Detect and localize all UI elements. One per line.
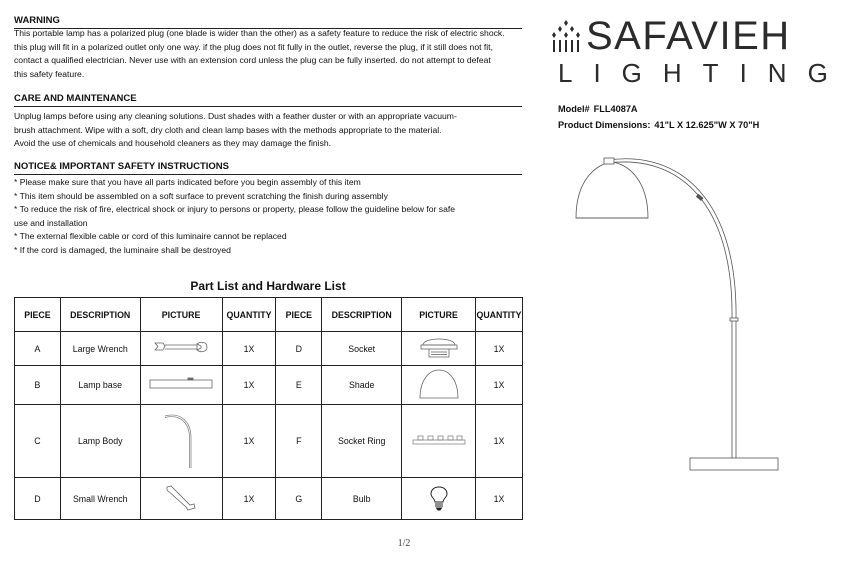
notice-title: NOTICE& IMPORTANT SAFETY INSTRUCTIONS xyxy=(14,161,229,172)
logo-brand-text: SAFAVIEH xyxy=(586,14,791,58)
column-header: DESCRIPTION xyxy=(60,298,140,332)
column-header: QUANTITY xyxy=(222,298,276,332)
quantity-cell: 1X xyxy=(475,366,522,405)
safavieh-logo xyxy=(548,12,849,88)
description-cell: Lamp base xyxy=(60,366,140,405)
model-info xyxy=(558,101,763,133)
quantity-cell: 1X xyxy=(222,366,276,405)
notice-line: * The external flexible cable or cord of this luminaire cannot be replaced xyxy=(14,231,287,241)
picture-cell xyxy=(140,405,222,478)
piece-cell: C xyxy=(15,405,61,478)
notice-line: * Please make sure that you have all parts indicated before you begin assembly of this item xyxy=(14,177,361,187)
table-row xyxy=(15,332,523,366)
page-number: 1/2 xyxy=(397,538,411,549)
lamp-body-icon xyxy=(161,410,201,470)
dimensions-label: Product Dimensions: xyxy=(558,120,651,130)
care-line: Avoid the use of chemicals and household cleaners as they may damage the finish. xyxy=(14,138,332,148)
notice-line: * To reduce the risk of fire, electrical shock or injury to persons or property, please follow the guideline below for safe xyxy=(14,204,456,214)
socket-ring-icon xyxy=(411,433,467,447)
small-wrench-icon xyxy=(164,484,198,512)
picture-cell xyxy=(140,366,222,405)
care-line: Unplug lamps before using any cleaning solutions. Dust shades with a feather duster or with an appropriate vacuum- xyxy=(14,111,457,121)
column-header: DESCRIPTION xyxy=(322,298,402,332)
care-title: CARE AND MAINTENANCE xyxy=(14,93,137,104)
lamp-base-icon xyxy=(148,377,214,391)
piece-cell: F xyxy=(276,405,322,478)
piece-cell: G xyxy=(276,478,322,520)
picture-cell xyxy=(140,478,222,520)
notice-line: * This item should be assembled on a soft surface to prevent scratching the finish during assembly xyxy=(14,190,388,201)
warning-line: This portable lamp has a polarized plug (one blade is wider than the other) as a safety feature to reduce the risk of electric shock. xyxy=(14,28,505,38)
column-header: PIECE xyxy=(15,298,61,332)
parts-table-title: Part List and Hardware List xyxy=(190,279,346,293)
notice-line: use and installation xyxy=(14,217,88,228)
description-cell: Large Wrench xyxy=(60,332,140,366)
warning-text xyxy=(14,27,524,81)
chandelier-logo-icon xyxy=(548,18,584,54)
column-header: QUANTITY xyxy=(475,298,522,332)
socket-icon xyxy=(417,335,461,361)
shade-icon xyxy=(417,368,461,400)
warning-line: this safety feature. xyxy=(14,68,85,79)
picture-cell xyxy=(402,478,476,520)
product-dimensions-row xyxy=(558,117,763,133)
model-label: Model# xyxy=(558,104,590,114)
quantity-cell: 1X xyxy=(222,405,276,478)
quantity-cell: 1X xyxy=(475,478,522,520)
table-row xyxy=(15,366,523,405)
parts-table xyxy=(14,297,523,520)
care-line: brush attachment. Wipe with a soft, dry cloth and clean lamp bases with the methods appropriate to the material. xyxy=(14,124,442,135)
column-header: PICTURE xyxy=(402,298,476,332)
arc-floor-lamp-illustration xyxy=(560,140,780,476)
picture-cell xyxy=(402,405,476,478)
care-text xyxy=(14,110,524,151)
description-cell: Small Wrench xyxy=(60,478,140,520)
care-divider xyxy=(14,106,522,107)
large-wrench-icon xyxy=(153,340,209,356)
quantity-cell: 1X xyxy=(222,478,276,520)
table-header-row xyxy=(15,298,523,332)
notice-line: * If the cord is damaged, the luminaire shall be destroyed xyxy=(14,244,231,255)
warning-title: WARNING xyxy=(14,15,60,26)
picture-cell xyxy=(402,366,476,405)
model-number-row xyxy=(558,101,763,117)
warning-line: contact a qualified electrician. Never use with an extension cord unless the plug can be fully inserted. do not attempt to defeat xyxy=(14,55,491,65)
notice-text xyxy=(14,176,524,257)
bulb-icon xyxy=(429,485,449,511)
notice-divider xyxy=(14,174,522,175)
quantity-cell: 1X xyxy=(475,405,522,478)
description-cell: Socket xyxy=(322,332,402,366)
logo-sub-text: LIGHTING xyxy=(558,58,849,88)
table-row xyxy=(15,478,523,520)
picture-cell xyxy=(402,332,476,366)
description-cell: Socket Ring xyxy=(322,405,402,478)
quantity-cell: 1X xyxy=(222,332,276,366)
description-cell: Bulb xyxy=(322,478,402,520)
piece-cell: E xyxy=(276,366,322,405)
description-cell: Lamp Body xyxy=(60,405,140,478)
quantity-cell: 1X xyxy=(475,332,522,366)
dimensions-value: 41"L X 12.625"W X 70"H xyxy=(654,120,760,130)
piece-cell: A xyxy=(15,332,61,366)
table-row xyxy=(15,405,523,478)
piece-cell: D xyxy=(276,332,322,366)
warning-line: this plug will fit in a polarized outlet only one way. if the plug does not fit fully in the outlet, reverse the plug, if it still does not fit, xyxy=(14,41,493,52)
column-header: PICTURE xyxy=(140,298,222,332)
piece-cell: D xyxy=(15,478,61,520)
description-cell: Shade xyxy=(322,366,402,405)
model-value: FLL4087A xyxy=(593,104,638,114)
picture-cell xyxy=(140,332,222,366)
column-header: PIECE xyxy=(276,298,322,332)
piece-cell: B xyxy=(15,366,61,405)
